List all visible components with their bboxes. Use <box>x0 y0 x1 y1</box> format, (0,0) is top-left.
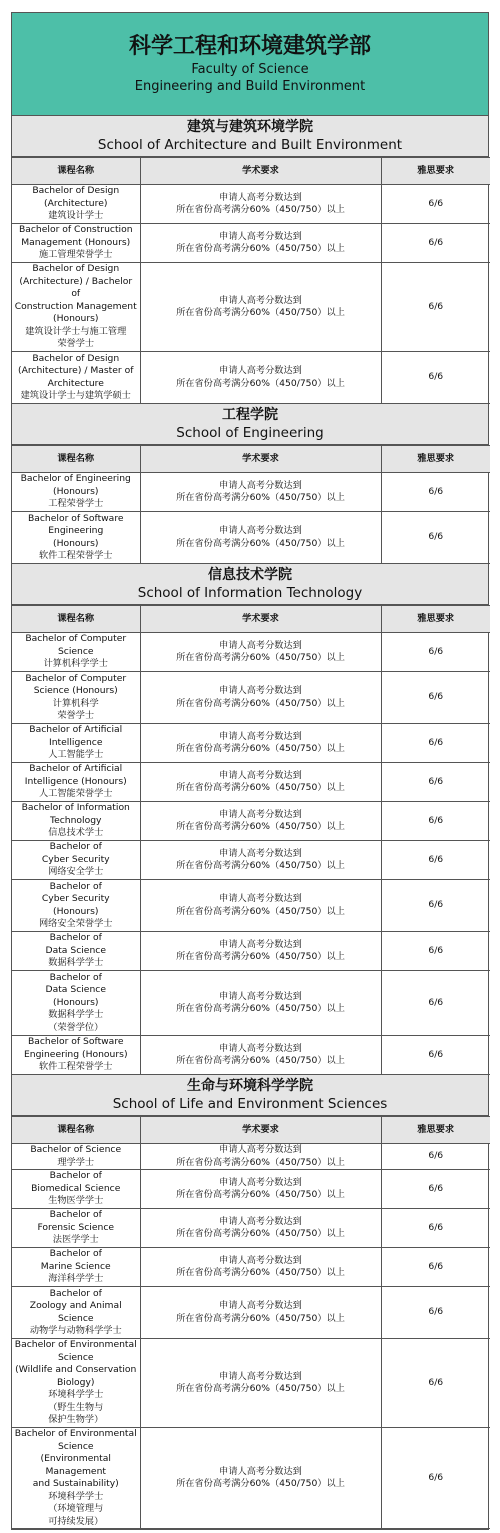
academic-requirement-cell: 申请人高考分数达到 所在省份高考满分60%（450/750）以上 <box>140 1144 381 1170</box>
academic-requirement-cell: 申请人高考分数达到 所在省份高考满分60%（450/750）以上 <box>140 1036 381 1075</box>
column-header-course: 课程名称 <box>12 606 140 633</box>
requirements-table <box>12 445 490 564</box>
table-row <box>12 1428 490 1529</box>
table-row <box>12 1036 490 1075</box>
schools-container <box>12 116 488 1529</box>
academic-requirement-cell: 申请人高考分数达到 所在省份高考满分60%（450/750）以上 <box>140 1209 381 1248</box>
academic-requirement-cell: 申请人高考分数达到 所在省份高考满分60%（450/750）以上 <box>140 1339 381 1428</box>
ielts-requirement-cell: 6/6 <box>381 1209 490 1248</box>
column-header-academic: 学术要求 <box>140 606 381 633</box>
academic-requirement-cell: 申请人高考分数达到 所在省份高考满分60%（450/750）以上 <box>140 880 381 932</box>
academic-requirement-cell: 申请人高考分数达到 所在省份高考满分60%（450/750）以上 <box>140 1170 381 1209</box>
school-name-cn: 生命与环境科学学院 <box>187 1078 313 1094</box>
ielts-requirement-cell: 6/6 <box>381 185 490 224</box>
ielts-requirement-cell: 6/6 <box>381 932 490 971</box>
academic-requirement-cell: 申请人高考分数达到 所在省份高考满分60%（450/750）以上 <box>140 932 381 971</box>
table-row <box>12 185 490 224</box>
column-header-course: 课程名称 <box>12 158 140 185</box>
ielts-requirement-cell: 6/6 <box>381 1170 490 1209</box>
course-name-cell: Bachelor of Forensic Science 法医学学士 <box>12 1209 140 1248</box>
ielts-requirement-cell: 6/6 <box>381 672 490 724</box>
course-name-cell: Bachelor of Artificial Intelligence 人工智能学士 <box>12 724 140 763</box>
ielts-requirement-cell: 6/6 <box>381 802 490 841</box>
ielts-requirement-cell: 6/6 <box>381 724 490 763</box>
academic-requirement-cell: 申请人高考分数达到 所在省份高考满分60%（450/750）以上 <box>140 763 381 802</box>
column-header-ielts: 雅思要求 <box>381 446 490 473</box>
academic-requirement-cell: 申请人高考分数达到 所在省份高考满分60%（450/750）以上 <box>140 802 381 841</box>
ielts-requirement-cell: 6/6 <box>381 1428 490 1529</box>
column-header-ielts: 雅思要求 <box>381 158 490 185</box>
school-header <box>12 116 488 157</box>
course-name-cell: Bachelor of Design (Architecture) / Bachelor of Construction Management (Honours) 建筑设计学士与施工管理 荣誉学士 <box>12 263 140 352</box>
academic-requirement-cell: 申请人高考分数达到 所在省份高考满分60%（450/750）以上 <box>140 352 381 404</box>
ielts-requirement-cell: 6/6 <box>381 880 490 932</box>
academic-requirement-cell: 申请人高考分数达到 所在省份高考满分60%（450/750）以上 <box>140 724 381 763</box>
table-row <box>12 633 490 672</box>
table-row <box>12 263 490 352</box>
table-row <box>12 1209 490 1248</box>
course-name-cell: Bachelor of Software Engineering (Honours) 软件工程荣誉学士 <box>12 512 140 564</box>
school-header <box>12 404 488 445</box>
ielts-requirement-cell: 6/6 <box>381 1339 490 1428</box>
table-row <box>12 802 490 841</box>
ielts-requirement-cell: 6/6 <box>381 1248 490 1287</box>
academic-requirement-cell: 申请人高考分数达到 所在省份高考满分60%（450/750）以上 <box>140 633 381 672</box>
table-row <box>12 1339 490 1428</box>
course-name-cell: Bachelor of Artificial Intelligence (Honours) 人工智能荣誉学士 <box>12 763 140 802</box>
school-name-cn: 建筑与建筑环境学院 <box>187 119 313 135</box>
school-name-cn: 信息技术学院 <box>208 567 292 583</box>
course-name-cell: Bachelor of Data Science (Honours) 数据科学学士 （荣誉学位） <box>12 971 140 1036</box>
table-row <box>12 841 490 880</box>
ielts-requirement-cell: 6/6 <box>381 1036 490 1075</box>
table-row <box>12 763 490 802</box>
school-header <box>12 1075 488 1116</box>
academic-requirement-cell: 申请人高考分数达到 所在省份高考满分60%（450/750）以上 <box>140 1287 381 1339</box>
table-row <box>12 672 490 724</box>
table-row <box>12 1287 490 1339</box>
column-header-course: 课程名称 <box>12 446 140 473</box>
column-header-academic: 学术要求 <box>140 1117 381 1144</box>
table-row <box>12 1248 490 1287</box>
school-name-en: School of Engineering <box>176 425 324 441</box>
course-name-cell: Bachelor of Environmental Science (Wildlife and Conservation Biology) 环境科学学士 （野生生物与 保护生物学） <box>12 1339 140 1428</box>
academic-requirement-cell: 申请人高考分数达到 所在省份高考满分60%（450/750）以上 <box>140 512 381 564</box>
school-header <box>12 564 488 605</box>
course-name-cell: Bachelor of Marine Science 海洋科学学士 <box>12 1248 140 1287</box>
ielts-requirement-cell: 6/6 <box>381 763 490 802</box>
ielts-requirement-cell: 6/6 <box>381 633 490 672</box>
table-row <box>12 224 490 263</box>
course-name-cell: Bachelor of Science 理学学士 <box>12 1144 140 1170</box>
course-name-cell: Bachelor of Cyber Security (Honours) 网络安全荣誉学士 <box>12 880 140 932</box>
course-name-cell: Bachelor of Design (Architecture) / Master of Architecture 建筑设计学士与建筑学硕士 <box>12 352 140 404</box>
course-name-cell: Bachelor of Design (Architecture) 建筑设计学士 <box>12 185 140 224</box>
academic-requirement-cell: 申请人高考分数达到 所在省份高考满分60%（450/750）以上 <box>140 971 381 1036</box>
ielts-requirement-cell: 6/6 <box>381 971 490 1036</box>
table-row <box>12 1170 490 1209</box>
course-name-cell: Bachelor of Engineering (Honours) 工程荣誉学士 <box>12 473 140 512</box>
school-name-en: School of Information Technology <box>137 585 363 601</box>
academic-requirement-cell: 申请人高考分数达到 所在省份高考满分60%（450/750）以上 <box>140 224 381 263</box>
academic-requirement-cell: 申请人高考分数达到 所在省份高考满分60%（450/750）以上 <box>140 473 381 512</box>
school-name-en: School of Life and Environment Sciences <box>112 1096 388 1112</box>
table-header-row <box>12 158 490 185</box>
requirements-sheet <box>11 12 489 1530</box>
requirements-table <box>12 1116 490 1529</box>
column-header-academic: 学术要求 <box>140 158 381 185</box>
column-header-ielts: 雅思要求 <box>381 606 490 633</box>
course-name-cell: Bachelor of Cyber Security 网络安全学士 <box>12 841 140 880</box>
academic-requirement-cell: 申请人高考分数达到 所在省份高考满分60%（450/750）以上 <box>140 1428 381 1529</box>
ielts-requirement-cell: 6/6 <box>381 512 490 564</box>
column-header-course: 课程名称 <box>12 1117 140 1144</box>
course-name-cell: Bachelor of Information Technology 信息技术学士 <box>12 802 140 841</box>
course-name-cell: Bachelor of Environmental Science (Environmental Management and Sustainability) 环境科学学士 （环境管理与 可持续发展） <box>12 1428 140 1529</box>
ielts-requirement-cell: 6/6 <box>381 224 490 263</box>
faculty-title-en-line2: Engineering and Build Environment <box>134 79 366 94</box>
table-row <box>12 932 490 971</box>
academic-requirement-cell: 申请人高考分数达到 所在省份高考满分60%（450/750）以上 <box>140 263 381 352</box>
table-row <box>12 473 490 512</box>
requirements-table <box>12 605 490 1075</box>
table-row <box>12 352 490 404</box>
school-name-en: School of Architecture and Built Environment <box>97 137 403 153</box>
ielts-requirement-cell: 6/6 <box>381 263 490 352</box>
course-name-cell: Bachelor of Zoology and Animal Science 动物学与动物科学学士 <box>12 1287 140 1339</box>
academic-requirement-cell: 申请人高考分数达到 所在省份高考满分60%（450/750）以上 <box>140 185 381 224</box>
table-row <box>12 724 490 763</box>
column-header-academic: 学术要求 <box>140 446 381 473</box>
table-header-row <box>12 1117 490 1144</box>
course-name-cell: Bachelor of Construction Management (Honours) 施工管理荣誉学士 <box>12 224 140 263</box>
course-name-cell: Bachelor of Biomedical Science 生物医学学士 <box>12 1170 140 1209</box>
table-row <box>12 1144 490 1170</box>
academic-requirement-cell: 申请人高考分数达到 所在省份高考满分60%（450/750）以上 <box>140 1248 381 1287</box>
faculty-title-en-line1: Faculty of Science <box>191 62 309 77</box>
academic-requirement-cell: 申请人高考分数达到 所在省份高考满分60%（450/750）以上 <box>140 672 381 724</box>
table-row <box>12 512 490 564</box>
table-row <box>12 971 490 1036</box>
faculty-header <box>12 13 488 116</box>
course-name-cell: Bachelor of Data Science 数据科学学士 <box>12 932 140 971</box>
column-header-ielts: 雅思要求 <box>381 1117 490 1144</box>
table-header-row <box>12 446 490 473</box>
ielts-requirement-cell: 6/6 <box>381 352 490 404</box>
school-name-cn: 工程学院 <box>222 407 278 423</box>
academic-requirement-cell: 申请人高考分数达到 所在省份高考满分60%（450/750）以上 <box>140 841 381 880</box>
ielts-requirement-cell: 6/6 <box>381 1144 490 1170</box>
faculty-title-cn: 科学工程和环境建筑学部 <box>128 34 371 59</box>
ielts-requirement-cell: 6/6 <box>381 1287 490 1339</box>
ielts-requirement-cell: 6/6 <box>381 473 490 512</box>
course-name-cell: Bachelor of Computer Science (Honours) 计算机科学 荣誉学士 <box>12 672 140 724</box>
requirements-table <box>12 157 490 404</box>
table-row <box>12 880 490 932</box>
ielts-requirement-cell: 6/6 <box>381 841 490 880</box>
course-name-cell: Bachelor of Computer Science 计算机科学学士 <box>12 633 140 672</box>
course-name-cell: Bachelor of Software Engineering (Honours) 软件工程荣誉学士 <box>12 1036 140 1075</box>
table-header-row <box>12 606 490 633</box>
